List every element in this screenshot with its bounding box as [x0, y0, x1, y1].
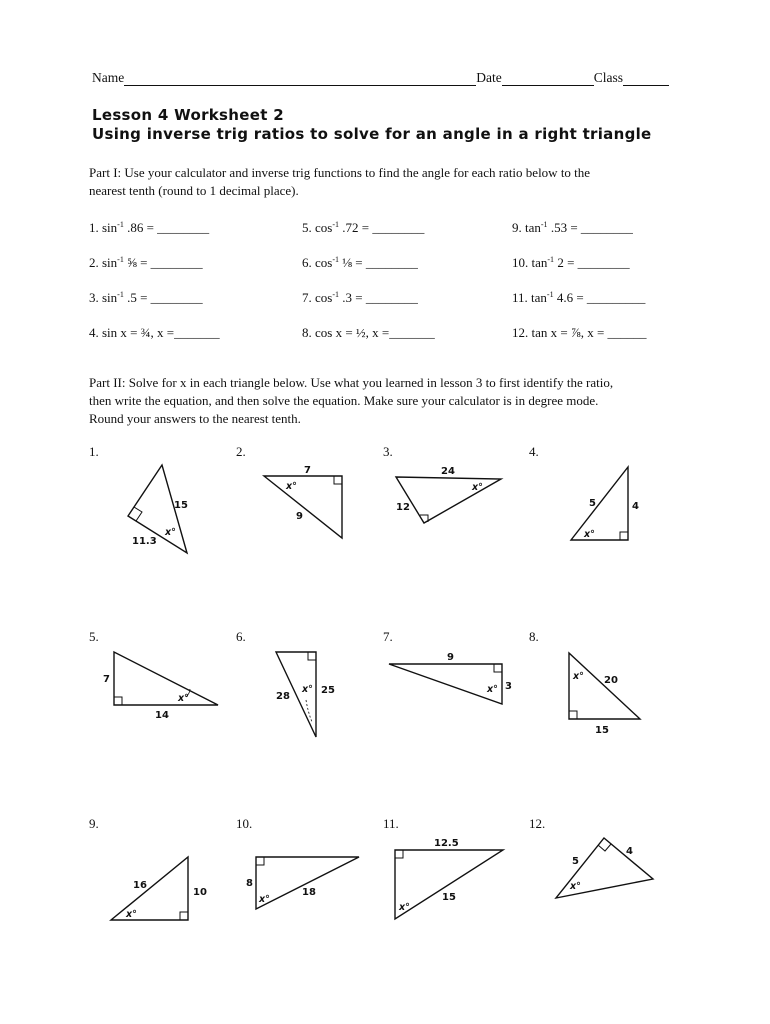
inverse-exponent: -1: [117, 220, 124, 229]
inverse-exponent: -1: [117, 255, 124, 264]
part2-instructions-line3: Round your answers to the nearest tenth.: [89, 411, 301, 426]
problem-expression[interactable]: 4.6 = _________: [556, 290, 646, 305]
trig-function: tan: [531, 255, 548, 270]
triangle-6: [276, 652, 335, 737]
trig-function: cos: [315, 255, 333, 270]
class-label: Class: [593, 70, 623, 85]
side-label: 12: [396, 502, 410, 513]
trig-function: cos: [315, 325, 333, 340]
side-label: 5: [589, 498, 596, 509]
side-label: 11.3: [132, 536, 157, 547]
problem-expression[interactable]: .72 = ________: [342, 220, 425, 235]
inverse-exponent: -1: [332, 255, 340, 264]
side-label: 24: [441, 466, 455, 477]
lesson-subtitle: Using inverse trig ratios to solve for an angle in a right triangle: [92, 125, 652, 143]
date-label: Date: [476, 70, 502, 85]
triangle-5: [103, 652, 218, 721]
side-label: 20: [604, 675, 618, 686]
triangle-number: 4.: [529, 444, 539, 459]
problem-number: 11.: [512, 290, 528, 305]
triangle-12: [556, 838, 653, 898]
part2-instructions-line2: then write the equation, and then solve the equation. Make sure your calculator is in degree mode.: [89, 393, 599, 408]
triangle-number: 7.: [383, 629, 393, 644]
triangle-7: [389, 652, 512, 704]
problem-expression[interactable]: x = ½, x =_______: [335, 325, 435, 340]
trig-function: tan: [531, 290, 547, 305]
inverse-exponent: -1: [547, 255, 555, 264]
problem-number: 5.: [302, 220, 312, 235]
angle-label: x°: [126, 909, 137, 920]
angle-label: x°: [570, 881, 581, 892]
triangle-4: [571, 467, 639, 540]
triangle-1: [128, 465, 188, 553]
triangle-number: 11.: [383, 816, 399, 831]
problem-number: 2.: [89, 255, 99, 270]
problem-expression[interactable]: .53 = ________: [550, 220, 633, 235]
angle-label: x°: [399, 902, 410, 913]
name-label: Name: [92, 70, 125, 85]
side-label: 7: [304, 465, 311, 476]
trig-function: sin: [102, 220, 118, 235]
side-label: 28: [276, 691, 290, 702]
triangle-number: 2.: [236, 444, 246, 459]
angle-label: x°: [178, 693, 189, 704]
trig-function: cos: [315, 290, 333, 305]
triangle-11: [395, 838, 503, 919]
problem-number: 12.: [512, 325, 529, 340]
side-label: 9: [296, 511, 303, 522]
side-label: 8: [246, 878, 253, 889]
triangle-8: [569, 653, 640, 736]
side-label: 4: [632, 501, 639, 512]
trig-function: sin: [102, 290, 118, 305]
trig-function: sin: [102, 255, 118, 270]
angle-label: x°: [259, 894, 270, 905]
angle-label: x°: [584, 529, 595, 540]
side-label: 3: [505, 681, 512, 692]
angle-label: x°: [472, 482, 483, 493]
lesson-title: Lesson 4 Worksheet 2: [92, 106, 284, 124]
problem-number: 7.: [302, 290, 312, 305]
triangle-number: 3.: [383, 444, 393, 459]
side-label: 15: [595, 725, 609, 736]
triangle-number: 10.: [236, 816, 253, 831]
inverse-exponent: -1: [117, 290, 124, 299]
trig-function: tan: [531, 325, 548, 340]
problem-number: 9.: [512, 220, 522, 235]
triangle-10: [246, 857, 359, 909]
angle-label: x°: [165, 527, 176, 538]
inverse-exponent: -1: [546, 290, 554, 299]
angle-label: x°: [573, 671, 584, 682]
problem-number: 6.: [302, 255, 312, 270]
problem-expression[interactable]: x = ¾, x =_______: [120, 325, 220, 340]
trig-function: cos: [315, 220, 333, 235]
side-label: 14: [155, 710, 169, 721]
angle-label: x°: [487, 684, 498, 695]
problem-expression[interactable]: .3 = ________: [342, 290, 418, 305]
side-label: 9: [447, 652, 454, 663]
problem-expression[interactable]: 2 = ________: [557, 255, 630, 270]
problem-number: 3.: [89, 290, 99, 305]
part2-instructions-line1: Part II: Solve for x in each triangle below. Use what you learned in lesson 3 to first identify the ratio,: [89, 375, 614, 390]
problem-number: 1.: [89, 220, 99, 235]
side-label: 12.5: [434, 838, 459, 849]
side-label: 7: [103, 674, 110, 685]
side-label: 4: [626, 846, 633, 857]
triangle-9: [111, 857, 207, 920]
side-label: 5: [572, 856, 579, 867]
problem-number: 4.: [89, 325, 99, 340]
inverse-exponent: -1: [540, 220, 548, 229]
side-label: 16: [133, 880, 147, 891]
triangle-number: 1.: [89, 444, 99, 459]
problem-expression[interactable]: ⅝ = ________: [127, 255, 203, 270]
inverse-exponent: -1: [332, 220, 340, 229]
problem-expression[interactable]: x = ⅞, x = ______: [550, 325, 647, 340]
trig-function: tan: [525, 220, 541, 235]
problem-expression[interactable]: ⅛ = ________: [342, 255, 418, 270]
part1-instructions-line1: Part I: Use your calculator and inverse trig functions to find the angle for each ratio below to the: [89, 165, 591, 180]
problem-number: 10.: [512, 255, 529, 270]
part1-instructions-line2: nearest tenth (round to 1 decimal place).: [89, 183, 299, 198]
side-label: 15: [442, 892, 456, 903]
triangle-number: 12.: [529, 816, 546, 831]
angle-label: x°: [302, 684, 313, 695]
trig-function: sin: [102, 325, 118, 340]
triangle-number: 9.: [89, 816, 99, 831]
side-label: 10: [193, 887, 207, 898]
triangle-number: 6.: [236, 629, 246, 644]
side-label: 15: [174, 500, 188, 511]
triangle-number: 5.: [89, 629, 99, 644]
side-label: 25: [321, 685, 335, 696]
triangle-2: [264, 465, 342, 538]
inverse-exponent: -1: [332, 290, 340, 299]
problem-number: 8.: [302, 325, 312, 340]
triangle-number: 8.: [529, 629, 539, 644]
problem-expression[interactable]: .86 = ________: [127, 220, 210, 235]
problem-expression[interactable]: .5 = ________: [127, 290, 203, 305]
triangle-3: [396, 466, 501, 523]
side-label: 18: [302, 887, 316, 898]
angle-label: x°: [286, 481, 297, 492]
